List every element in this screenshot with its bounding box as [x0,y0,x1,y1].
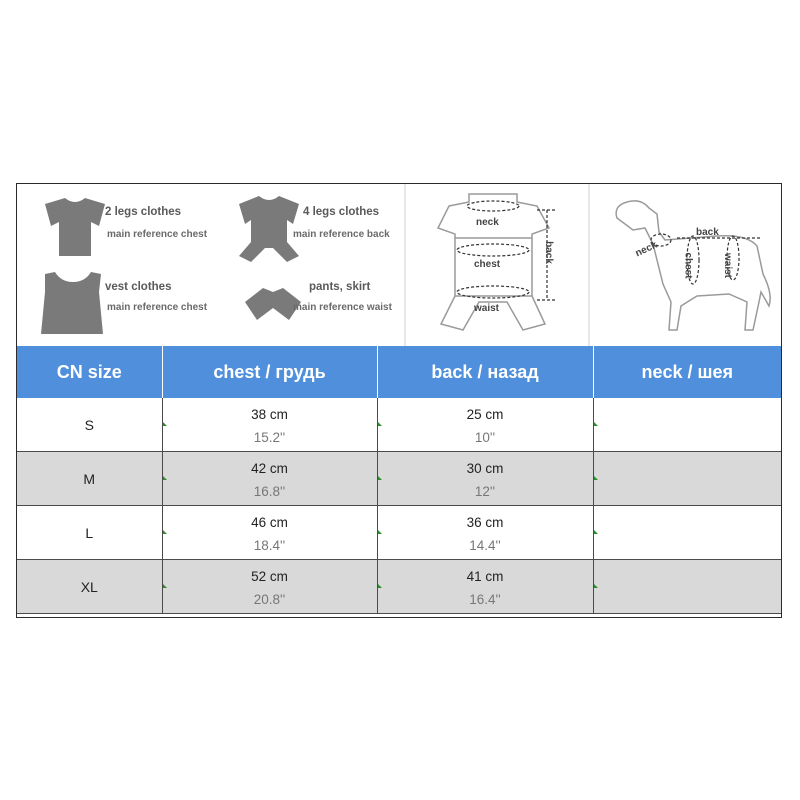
chest-cm: 42 cm [251,460,288,476]
header-cn-size: CN size [17,346,162,398]
back-cm: 25 cm [466,406,504,422]
table-header-row [17,346,781,398]
type-title-pants: pants, skirt [309,281,371,293]
back-cm: 30 cm [466,460,504,476]
chest-inch: 18.4'' [253,537,286,553]
comment-marker [378,584,382,588]
header-neck: neck / шея [593,346,781,398]
size-cell: S [17,398,162,452]
comment-marker [163,584,167,588]
size-cell: L [17,506,162,560]
chest-inch: 16.8'' [253,483,286,499]
comment-marker [594,476,598,480]
comment-marker [163,476,167,480]
type-title-vest: vest clothes [105,281,172,293]
back-inch: 16.4'' [469,591,501,607]
comment-marker [594,422,598,426]
type-title-2-legs: 2 legs clothes [105,206,182,218]
chest-cm: 52 cm [251,568,288,584]
garment-label-neck: neck [476,217,499,228]
garment-label-back: back [542,241,554,264]
neck-cell [593,452,781,506]
header-chest: chest / грудь [162,346,377,398]
chest-cell [162,398,377,452]
back-cm: 36 cm [466,514,504,530]
table-row [17,398,781,452]
comment-marker [594,530,598,534]
back-cell [377,452,593,506]
chest-inch: 15.2'' [253,429,286,445]
size-chart-frame [16,183,782,618]
back-inch: 12'' [474,483,496,499]
tshirt-icon [45,198,105,256]
size-table [17,346,781,614]
comment-marker [378,530,382,534]
chest-cm: 46 cm [251,514,288,530]
type-sub-vest: main reference chest [107,302,208,313]
type-title-4-legs: 4 legs clothes [303,206,380,218]
dog-label-back: back [696,227,719,238]
vest-icon [41,272,103,334]
type-sub-pants: main reference waist [293,302,392,313]
back-inch: 14.4'' [469,537,501,553]
chest-cell [162,560,377,614]
garment-label-chest: chest [474,259,501,270]
back-cell [377,506,593,560]
measurement-guide [17,184,781,347]
chest-cm: 38 cm [251,406,288,422]
comment-marker [163,530,167,534]
neck-cell [593,560,781,614]
neck-cell [593,506,781,560]
comment-marker [163,422,167,426]
back-cm: 41 cm [466,568,504,584]
chest-cell [162,452,377,506]
table-row [17,506,781,560]
table-row [17,560,781,614]
back-cell [377,398,593,452]
comment-marker [378,422,382,426]
dog-label-waist: waist [722,252,734,279]
comment-marker [378,476,382,480]
comment-marker [594,584,598,588]
dog-label-chest: chest [682,252,694,279]
type-sub-2-legs: main reference chest [107,229,208,240]
back-cell [377,560,593,614]
dog-dashes [651,234,761,284]
neck-cell [593,398,781,452]
chest-cell [162,506,377,560]
type-sub-4-legs: main reference back [293,229,390,240]
back-inch: 10'' [474,429,496,445]
dog-label-neck: neck [633,239,660,260]
header-back: back / назад [377,346,593,398]
table-row [17,452,781,506]
chest-inch: 20.8'' [253,591,286,607]
garment-label-waist: waist [474,303,500,314]
size-cell: XL [17,560,162,614]
size-cell: M [17,452,162,506]
four-legs-clothes-icon [239,196,299,262]
